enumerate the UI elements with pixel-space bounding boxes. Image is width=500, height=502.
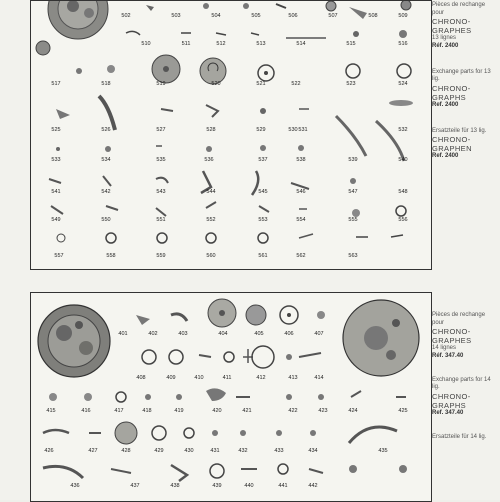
part-number: 533 [51, 157, 61, 163]
part-number: 555 [348, 217, 358, 223]
part-number: 540 [398, 157, 408, 163]
part-number: 439 [212, 483, 222, 489]
part-number: 534 [101, 157, 111, 163]
part-number: 429 [154, 448, 164, 454]
parts-plate-top [30, 0, 432, 270]
part-number: 418 [142, 408, 152, 414]
part-number: 528 [206, 127, 216, 133]
part-number: 514 [296, 41, 306, 47]
label-intro: Ersatzteile für 14 lig. [432, 433, 487, 440]
part-number: 558 [106, 253, 116, 259]
part-number: 403 [178, 331, 188, 337]
label-title: CHRONO-GRAPHES [432, 17, 472, 35]
part-number: 420 [212, 408, 222, 414]
part-number: 505 [251, 13, 261, 19]
part-number: 431 [210, 448, 220, 454]
part-number: 547 [348, 189, 358, 195]
label-ref: Réf. 347.40 [432, 352, 464, 359]
part-number: 521 [256, 81, 266, 87]
part-number: 410 [194, 375, 204, 381]
part-number: 542 [101, 189, 111, 195]
label-block-german [432, 128, 498, 160]
part-number: 538 [296, 157, 306, 163]
part-number: 535 [156, 157, 166, 163]
part-number: 512 [216, 41, 226, 47]
side-labels-bottom [432, 312, 498, 441]
part-number: 545 [258, 189, 268, 195]
part-number: 527 [156, 127, 166, 133]
part-number: 416 [81, 408, 91, 414]
part-number: 411 [222, 375, 232, 381]
part-number: 413 [288, 375, 298, 381]
part-number: 425 [398, 408, 408, 414]
label-ref: Réf. 2400 [432, 42, 459, 49]
label-sub: 13 lignes [432, 35, 457, 41]
part-number: 529 [256, 127, 266, 133]
part-number: 404 [218, 331, 228, 337]
part-number: 426 [44, 448, 54, 454]
part-number: 435 [378, 448, 388, 454]
part-number: 427 [88, 448, 98, 454]
part-number: 504 [211, 13, 221, 19]
part-number: 414 [314, 375, 324, 381]
part-number: 552 [206, 217, 216, 223]
part-number: 424 [348, 408, 358, 414]
part-number: 409 [166, 375, 176, 381]
label-ref: Ref. 2400 [432, 153, 459, 159]
part-number: 554 [296, 217, 306, 223]
label-title: CHRONO-GRAPHS [432, 391, 471, 410]
part-number: 536 [204, 157, 214, 163]
part-number: 401 [118, 331, 128, 337]
part-number: 563 [348, 253, 358, 259]
parts-illustration-bottom [31, 293, 431, 501]
part-number: 405 [254, 331, 264, 337]
part-number: 506 [288, 13, 298, 19]
label-title: CHRONO-GRAPHEN [432, 135, 472, 153]
part-number: 560 [206, 253, 216, 259]
label-block-french [432, 2, 498, 49]
part-number: 412 [256, 375, 266, 381]
part-number: 525 [51, 127, 61, 133]
part-number: 543 [156, 189, 166, 195]
label-title: CHRONO-GRAPHS [432, 83, 471, 102]
label-block-french [432, 312, 498, 359]
part-number: 407 [314, 331, 324, 337]
label-ref: Ref. 347.40 [432, 409, 464, 416]
part-number: 423 [318, 408, 328, 414]
parts-plate-bottom [30, 292, 432, 502]
part-number: 508 [368, 13, 378, 19]
part-number: 532 [398, 127, 408, 133]
part-number: 408 [136, 375, 146, 381]
label-intro: Ersatzteile für 13 lig. [432, 127, 487, 134]
part-number: 436 [70, 483, 80, 489]
part-number: 402 [148, 331, 158, 337]
part-number: 557 [54, 253, 64, 259]
part-number: 406 [284, 331, 294, 337]
part-number: 531 [298, 127, 308, 133]
part-number: 546 [296, 189, 306, 195]
label-ref: Ref. 2400 [432, 101, 459, 108]
part-number: 502 [121, 13, 131, 19]
label-title: CHRONO-GRAPHES [432, 327, 472, 345]
label-intro: Exchange parts for 13 lig. [432, 68, 491, 82]
part-number: 442 [308, 483, 318, 489]
label-intro: Pièces de rechange pour [432, 312, 486, 326]
part-number: 509 [398, 13, 408, 19]
label-intro: Pièces de rechange pour [432, 2, 486, 16]
part-number: 428 [121, 448, 131, 454]
part-number: 537 [258, 157, 268, 163]
part-number: 516 [398, 41, 408, 47]
part-number: 433 [274, 448, 284, 454]
part-number: 438 [170, 483, 180, 489]
part-number: 437 [130, 483, 140, 489]
part-number: 422 [288, 408, 298, 414]
part-number: 524 [398, 81, 408, 87]
part-number: 523 [346, 81, 356, 87]
part-number: 518 [101, 81, 111, 87]
part-number: 415 [46, 408, 56, 414]
part-number: 511 [181, 41, 191, 47]
part-number: 440 [244, 483, 254, 489]
part-number: 551 [156, 217, 166, 223]
part-number: 548 [398, 189, 408, 195]
label-block-english [432, 69, 498, 108]
part-number: 510 [141, 41, 151, 47]
part-number: 421 [242, 408, 252, 414]
part-number: 503 [171, 13, 181, 19]
part-number: 544 [206, 189, 216, 195]
label-block-english [432, 377, 498, 416]
part-number: 417 [114, 408, 124, 414]
label-intro: Exchange parts for 14 lig. [432, 376, 491, 390]
part-number: 515 [346, 41, 356, 47]
part-number: 562 [296, 253, 306, 259]
part-number: 530 [288, 127, 298, 133]
part-number: 441 [278, 483, 288, 489]
part-number: 513 [256, 41, 266, 47]
side-labels-top [432, 2, 498, 165]
part-number: 517 [51, 81, 61, 87]
part-number: 520 [211, 81, 221, 87]
parts-illustration-top [31, 1, 431, 269]
part-number: 550 [101, 217, 111, 223]
part-number: 434 [308, 448, 318, 454]
part-number: 526 [101, 127, 111, 133]
label-sub: 14 lignes [432, 345, 457, 351]
part-number: 541 [51, 189, 61, 195]
part-number: 432 [238, 448, 248, 454]
part-number: 522 [291, 81, 301, 87]
part-number: 559 [156, 253, 166, 259]
part-number: 519 [156, 81, 166, 87]
part-number: 430 [184, 448, 194, 454]
part-number: 556 [398, 217, 408, 223]
part-number: 539 [348, 157, 358, 163]
part-number: 419 [174, 408, 184, 414]
label-block-german [432, 434, 498, 442]
part-number: 549 [51, 217, 61, 223]
part-number: 553 [258, 217, 268, 223]
part-number: 507 [328, 13, 338, 19]
part-number: 561 [258, 253, 268, 259]
